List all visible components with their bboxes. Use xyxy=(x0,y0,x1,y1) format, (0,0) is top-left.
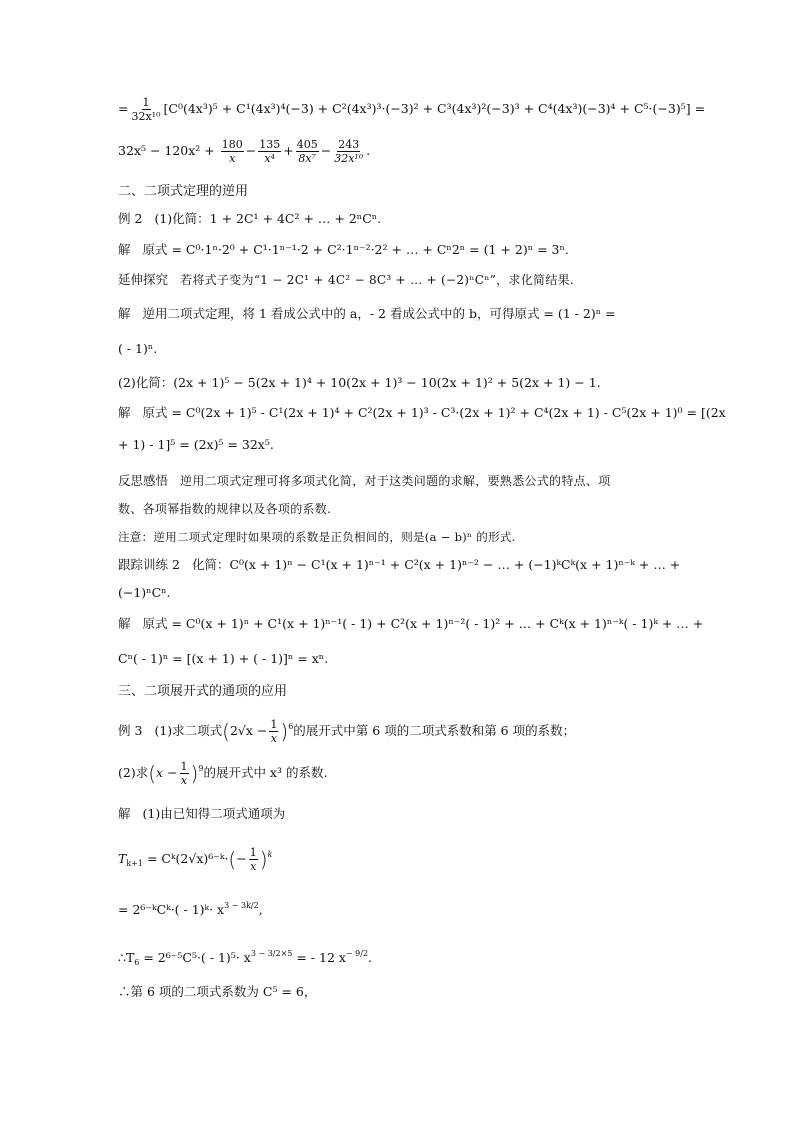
solution-label: 解 xyxy=(118,616,131,631)
example-2 xyxy=(118,211,381,227)
operator: − xyxy=(236,851,247,866)
expansion-text: [C⁰(4x³)⁵ + C¹(4x³)⁴(−3) + C²(4x³)³·(−3)² + C³(4x³)²(−3)³ + C⁴(4x³)(−3)⁴ + C⁵·(−3)⁵] = xyxy=(163,101,706,116)
solution-label: 解 xyxy=(118,242,131,257)
fraction xyxy=(258,138,281,165)
fraction xyxy=(180,760,189,787)
operator: − xyxy=(320,143,332,158)
example-3: 例 3 (1)求二项式(2√x − $\frac{1}{x}$ )$^6$的展开式中第 6 项的二项式系数和第 6 项的系数； xyxy=(118,718,576,745)
solution-text: (1)由已知得二项式通项为 xyxy=(142,806,286,821)
solution-label: 解 xyxy=(118,306,131,321)
fraction xyxy=(249,846,258,873)
fraction-numerator: 1 xyxy=(180,760,188,773)
equation-line-2 xyxy=(118,138,370,165)
example-label: 例 2 xyxy=(118,211,143,226)
equals-sign: = xyxy=(118,101,129,116)
term-expr: = Cᵏ(2√x)⁶⁻ᵏ· xyxy=(142,851,229,866)
solution-4 xyxy=(118,616,703,632)
fraction-numerator: 405 xyxy=(296,138,318,151)
binomial-expr: x − xyxy=(156,765,178,780)
operator: + xyxy=(283,143,294,158)
solution-4-cont: Cⁿ( - 1)ⁿ = [(x + 1) + ( - 1)]ⁿ = xⁿ. xyxy=(118,651,329,666)
period: . xyxy=(368,950,373,965)
exercise-label: 跟踪训练 2 xyxy=(118,557,180,572)
equation-line-1 xyxy=(118,96,705,123)
exponent: 9 xyxy=(198,764,204,773)
problem-2: (2)化简：(2x + 1)⁵ − 5(2x + 1)⁴ + 10(2x + 1)³ − 10(2x + 1)² + 5(2x + 1) − 1. xyxy=(118,375,601,390)
example-text: (1)化简：1 + 2C¹ + 4C² + … + 2ⁿCⁿ. xyxy=(154,211,382,226)
fraction-numerator: 1 xyxy=(142,96,150,109)
solution-label: 解 xyxy=(118,806,131,821)
fraction xyxy=(333,138,364,165)
comma: , xyxy=(258,902,263,917)
exponent: k xyxy=(267,850,273,859)
reflection-text: 逆用二项式定理可将多项式化简，对于这类问题的求解，要熟悉公式的特点、项 xyxy=(180,474,611,488)
extension-text: 若将式子变为“1 − 2C¹ + 4C² − 8C³ + … + (−2)ⁿCⁿ”，求化简结果. xyxy=(180,273,575,287)
sixth-term xyxy=(118,946,372,971)
period: . xyxy=(366,143,371,158)
fraction-denominator: 32x¹⁰ xyxy=(131,110,161,123)
term-expr: = - 12 x xyxy=(292,950,346,965)
term-expr: = 2⁶⁻⁵C⁵·( - 1)⁵· x xyxy=(139,950,251,965)
general-term: $T_{k+1}$ = Cᵏ(2√x)⁶⁻ᵏ·(− $\frac{1}{x}$ )$^k$ xyxy=(118,846,273,873)
fraction xyxy=(221,138,244,165)
reflection-label: 反思感悟 xyxy=(118,473,169,488)
example-text: (1)求二项式 xyxy=(154,723,223,738)
fraction xyxy=(130,96,161,123)
binomial-expr: 2√x − xyxy=(229,723,268,738)
solution-label: 解 xyxy=(118,405,131,420)
extension-inquiry xyxy=(118,272,574,288)
operator: − xyxy=(245,143,257,158)
fraction-numerator: 180 xyxy=(221,138,243,151)
example-text: 的展开式中第 6 项的二项式系数和第 6 项的系数； xyxy=(293,723,576,738)
expansion-text: 32x⁵ − 120x² + xyxy=(118,143,215,158)
section-heading-3: 三、二项展开式的通项的应用 xyxy=(118,684,288,699)
example-label: 例 3 xyxy=(118,723,143,738)
problem-text: (2)求 xyxy=(118,765,149,780)
reflection-cont: 数、各项幂指数的规律以及各项的系数. xyxy=(118,502,332,516)
fraction-denominator: 8x⁷ xyxy=(298,152,317,165)
tracking-exercise-2 xyxy=(118,557,680,573)
fraction-numerator: 243 xyxy=(338,138,360,151)
fraction-denominator: x xyxy=(229,152,236,165)
note: 注意：逆用二项式定理时如果项的系数是正负相间的，则是(a − b)ⁿ 的形式. xyxy=(118,530,516,544)
fraction-denominator: x⁴ xyxy=(264,152,276,165)
fraction-denominator: x xyxy=(250,860,257,873)
fraction xyxy=(269,718,278,745)
solution-5 xyxy=(118,806,285,822)
solution-text: 原式 = C⁰(x + 1)ⁿ + C¹(x + 1)ⁿ⁻¹( - 1) + C²(x + 1)ⁿ⁻²( - 1)² + … + Cᵏ(x + 1)ⁿ⁻ᵏ( - 1)ᵏ + … + xyxy=(142,616,704,631)
solution-1 xyxy=(118,242,569,258)
problem-2-part: (2)求(x − $\frac{1}{x}$ )$^9$的展开式中 x³ 的系数. xyxy=(118,760,328,787)
exponent: 6 xyxy=(288,722,294,731)
solution-3-cont: + 1) - 1]⁵ = (2x)⁵ = 32x⁵. xyxy=(118,437,274,452)
section-heading-2: 二、二项式定理的逆用 xyxy=(118,184,249,199)
term-symbol: T xyxy=(118,851,127,866)
reflection xyxy=(118,473,611,489)
solution-text: 逆用二项式定理，将 1 看成公式中的 a，- 2 看成公式中的 b，可得原式 = (1 - 2)ⁿ = xyxy=(142,306,616,321)
subscript: 6 xyxy=(134,958,140,967)
exponent: 3 − 3/2×5 xyxy=(250,949,293,958)
solution-2-cont: ( - 1)ⁿ. xyxy=(118,341,158,356)
fraction-denominator: x xyxy=(180,774,188,787)
fraction-numerator: 135 xyxy=(259,138,281,151)
solution-text: 原式 = C⁰(2x + 1)⁵ - C¹(2x + 1)⁴ + C²(2x + 1)³ - C³·(2x + 1)² + C⁴(2x + 1) - C⁵(2x + 1)⁰ = [(2x xyxy=(142,405,726,420)
fraction-denominator: 32x¹⁰ xyxy=(334,152,364,165)
solution-3 xyxy=(118,405,726,421)
extension-label: 延伸探究 xyxy=(118,272,169,287)
subscript: k+1 xyxy=(126,859,143,868)
problem-text: 的展开式中 x³ 的系数. xyxy=(203,765,328,780)
solution-2 xyxy=(118,306,616,322)
exponent: − 9/2 xyxy=(345,949,369,958)
exercise-text: 化简：C⁰(x + 1)ⁿ − C¹(x + 1)ⁿ⁻¹ + C²(x + 1)ⁿ⁻² − … + (−1)ᵏCᵏ(x + 1)ⁿ⁻ᵏ + … + xyxy=(191,557,681,572)
term-symbol: ∴T xyxy=(118,950,135,965)
conclusion-1: ∴第 6 项的二项式系数为 C⁵ = 6， xyxy=(118,984,317,999)
solution-text: 原式 = C⁰·1ⁿ·2⁰ + C¹·1ⁿ⁻¹·2 + C²·1ⁿ⁻²·2² + … + Cⁿ2ⁿ = (1 + 2)ⁿ = 3ⁿ. xyxy=(142,242,569,257)
tracking-exercise-2-cont: (−1)ⁿCⁿ. xyxy=(118,585,171,600)
fraction-numerator: 1 xyxy=(270,718,278,731)
term-expr: = 2⁶⁻ᵏCᵏ·( - 1)ᵏ· x xyxy=(118,902,225,917)
fraction-denominator: x xyxy=(270,732,277,745)
fraction-numerator: 1 xyxy=(249,846,257,859)
exponent: 3 − 3k/2 xyxy=(224,901,259,910)
fraction xyxy=(296,138,319,165)
term-step-2 xyxy=(118,898,263,918)
